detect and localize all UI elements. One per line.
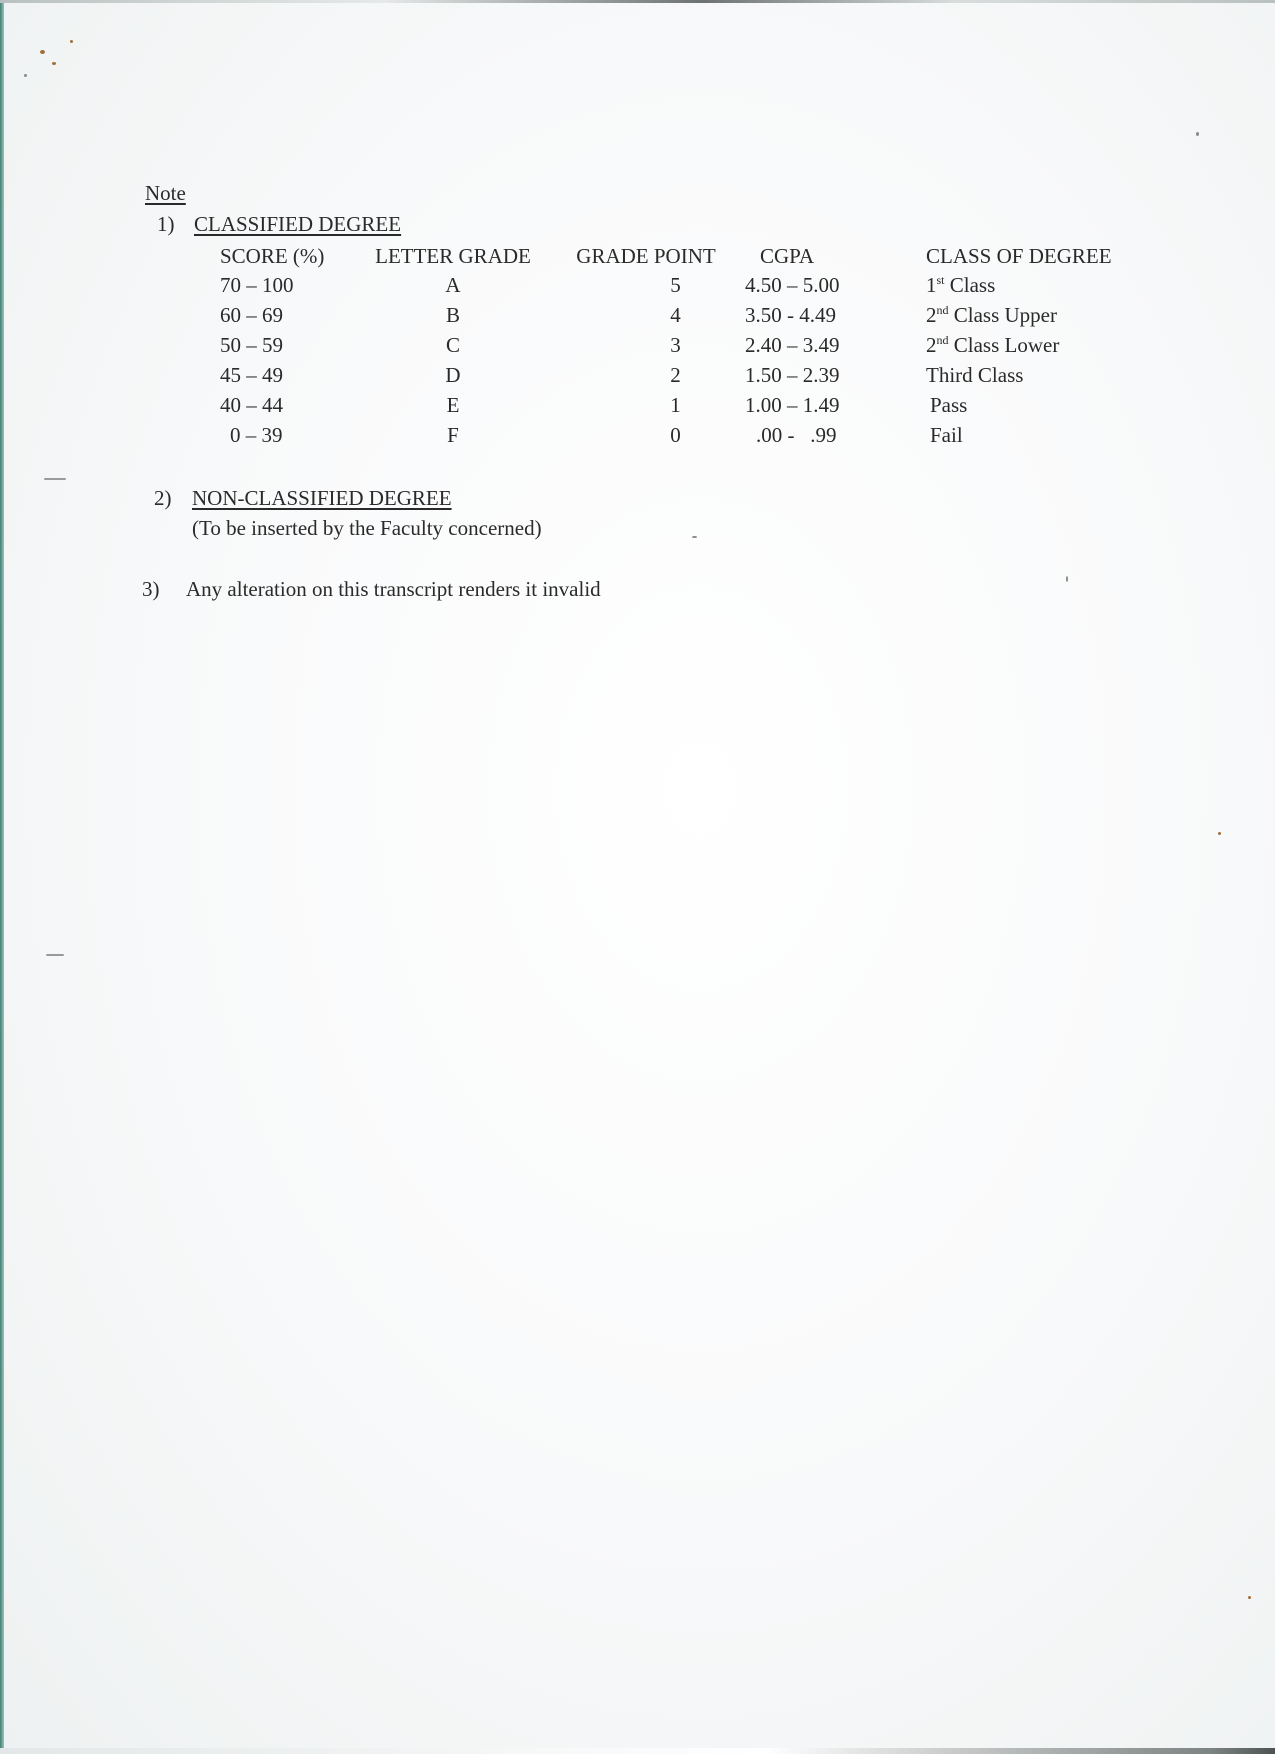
letter-cell: F (447, 423, 459, 447)
class-cell: Third Class (926, 363, 1024, 387)
score-cell: 45 – 49 (220, 363, 283, 387)
point-cell: 3 (670, 333, 681, 357)
score-cell: 60 – 69 (220, 303, 283, 327)
cgpa-cell: 1.00 – 1.49 (745, 393, 840, 417)
scan-speck (1218, 832, 1221, 835)
class-cell: Fail (930, 423, 963, 447)
note-heading: Note (145, 181, 186, 205)
section3-text: Any alteration on this transcript renders it invalid (186, 577, 601, 601)
section1-number: 1) (157, 212, 175, 236)
class-cell: 2nd Class Lower (926, 333, 1060, 357)
scan-speck (1196, 132, 1199, 136)
point-cell: 0 (670, 423, 681, 447)
column-header-cgpa: CGPA (760, 244, 815, 268)
class-cell: 2nd Class Upper (926, 303, 1057, 327)
page-bottom-edge (0, 1748, 1275, 1754)
column-header-class-of-degree: CLASS OF DEGREE (926, 244, 1112, 268)
page-top-edge (0, 0, 1275, 3)
cgpa-cell: 3.50 - 4.49 (745, 303, 836, 327)
point-cell: 4 (670, 303, 681, 327)
section2-title: NON-CLASSIFIED DEGREE (192, 486, 452, 510)
scan-speck (40, 50, 45, 54)
scan-speck (70, 40, 73, 43)
point-cell: 2 (670, 363, 681, 387)
section1-title: CLASSIFIED DEGREE (194, 212, 402, 236)
scan-speck (44, 478, 66, 480)
letter-cell: C (445, 333, 460, 357)
letter-cell: B (445, 303, 460, 327)
point-cell: 1 (670, 393, 681, 417)
section2-subtitle: (To be inserted by the Faculty concerned) (192, 516, 542, 540)
section3-number: 3) (142, 577, 160, 601)
page-left-edge (0, 0, 4, 1754)
score-cell: 50 – 59 (220, 333, 283, 357)
letter-cell: A (445, 273, 461, 297)
score-cell: 0 – 39 (230, 423, 283, 447)
section2-number: 2) (154, 486, 172, 510)
letter-cell: D (445, 363, 461, 387)
scan-speck (46, 954, 64, 956)
class-cell: Pass (930, 393, 968, 417)
scan-speck (1066, 576, 1068, 582)
column-header-letter-grade: LETTER GRADE (375, 244, 531, 268)
column-header-grade-point: GRADE POINT (576, 244, 716, 268)
column-header-score: SCORE (%) (220, 244, 325, 268)
score-cell: 40 – 44 (220, 393, 283, 417)
scan-speck (52, 62, 56, 65)
cgpa-cell: .00 - .99 (756, 423, 837, 447)
letter-cell: E (446, 393, 460, 417)
scan-speck (692, 536, 697, 538)
scan-speck (1248, 1596, 1251, 1599)
class-cell: 1st Class (926, 273, 996, 297)
cgpa-cell: 2.40 – 3.49 (745, 333, 840, 357)
scan-speck (24, 74, 27, 77)
point-cell: 5 (670, 273, 681, 297)
cgpa-cell: 1.50 – 2.39 (745, 363, 840, 387)
cgpa-cell: 4.50 – 5.00 (745, 273, 840, 297)
score-cell: 70 – 100 (220, 273, 294, 297)
